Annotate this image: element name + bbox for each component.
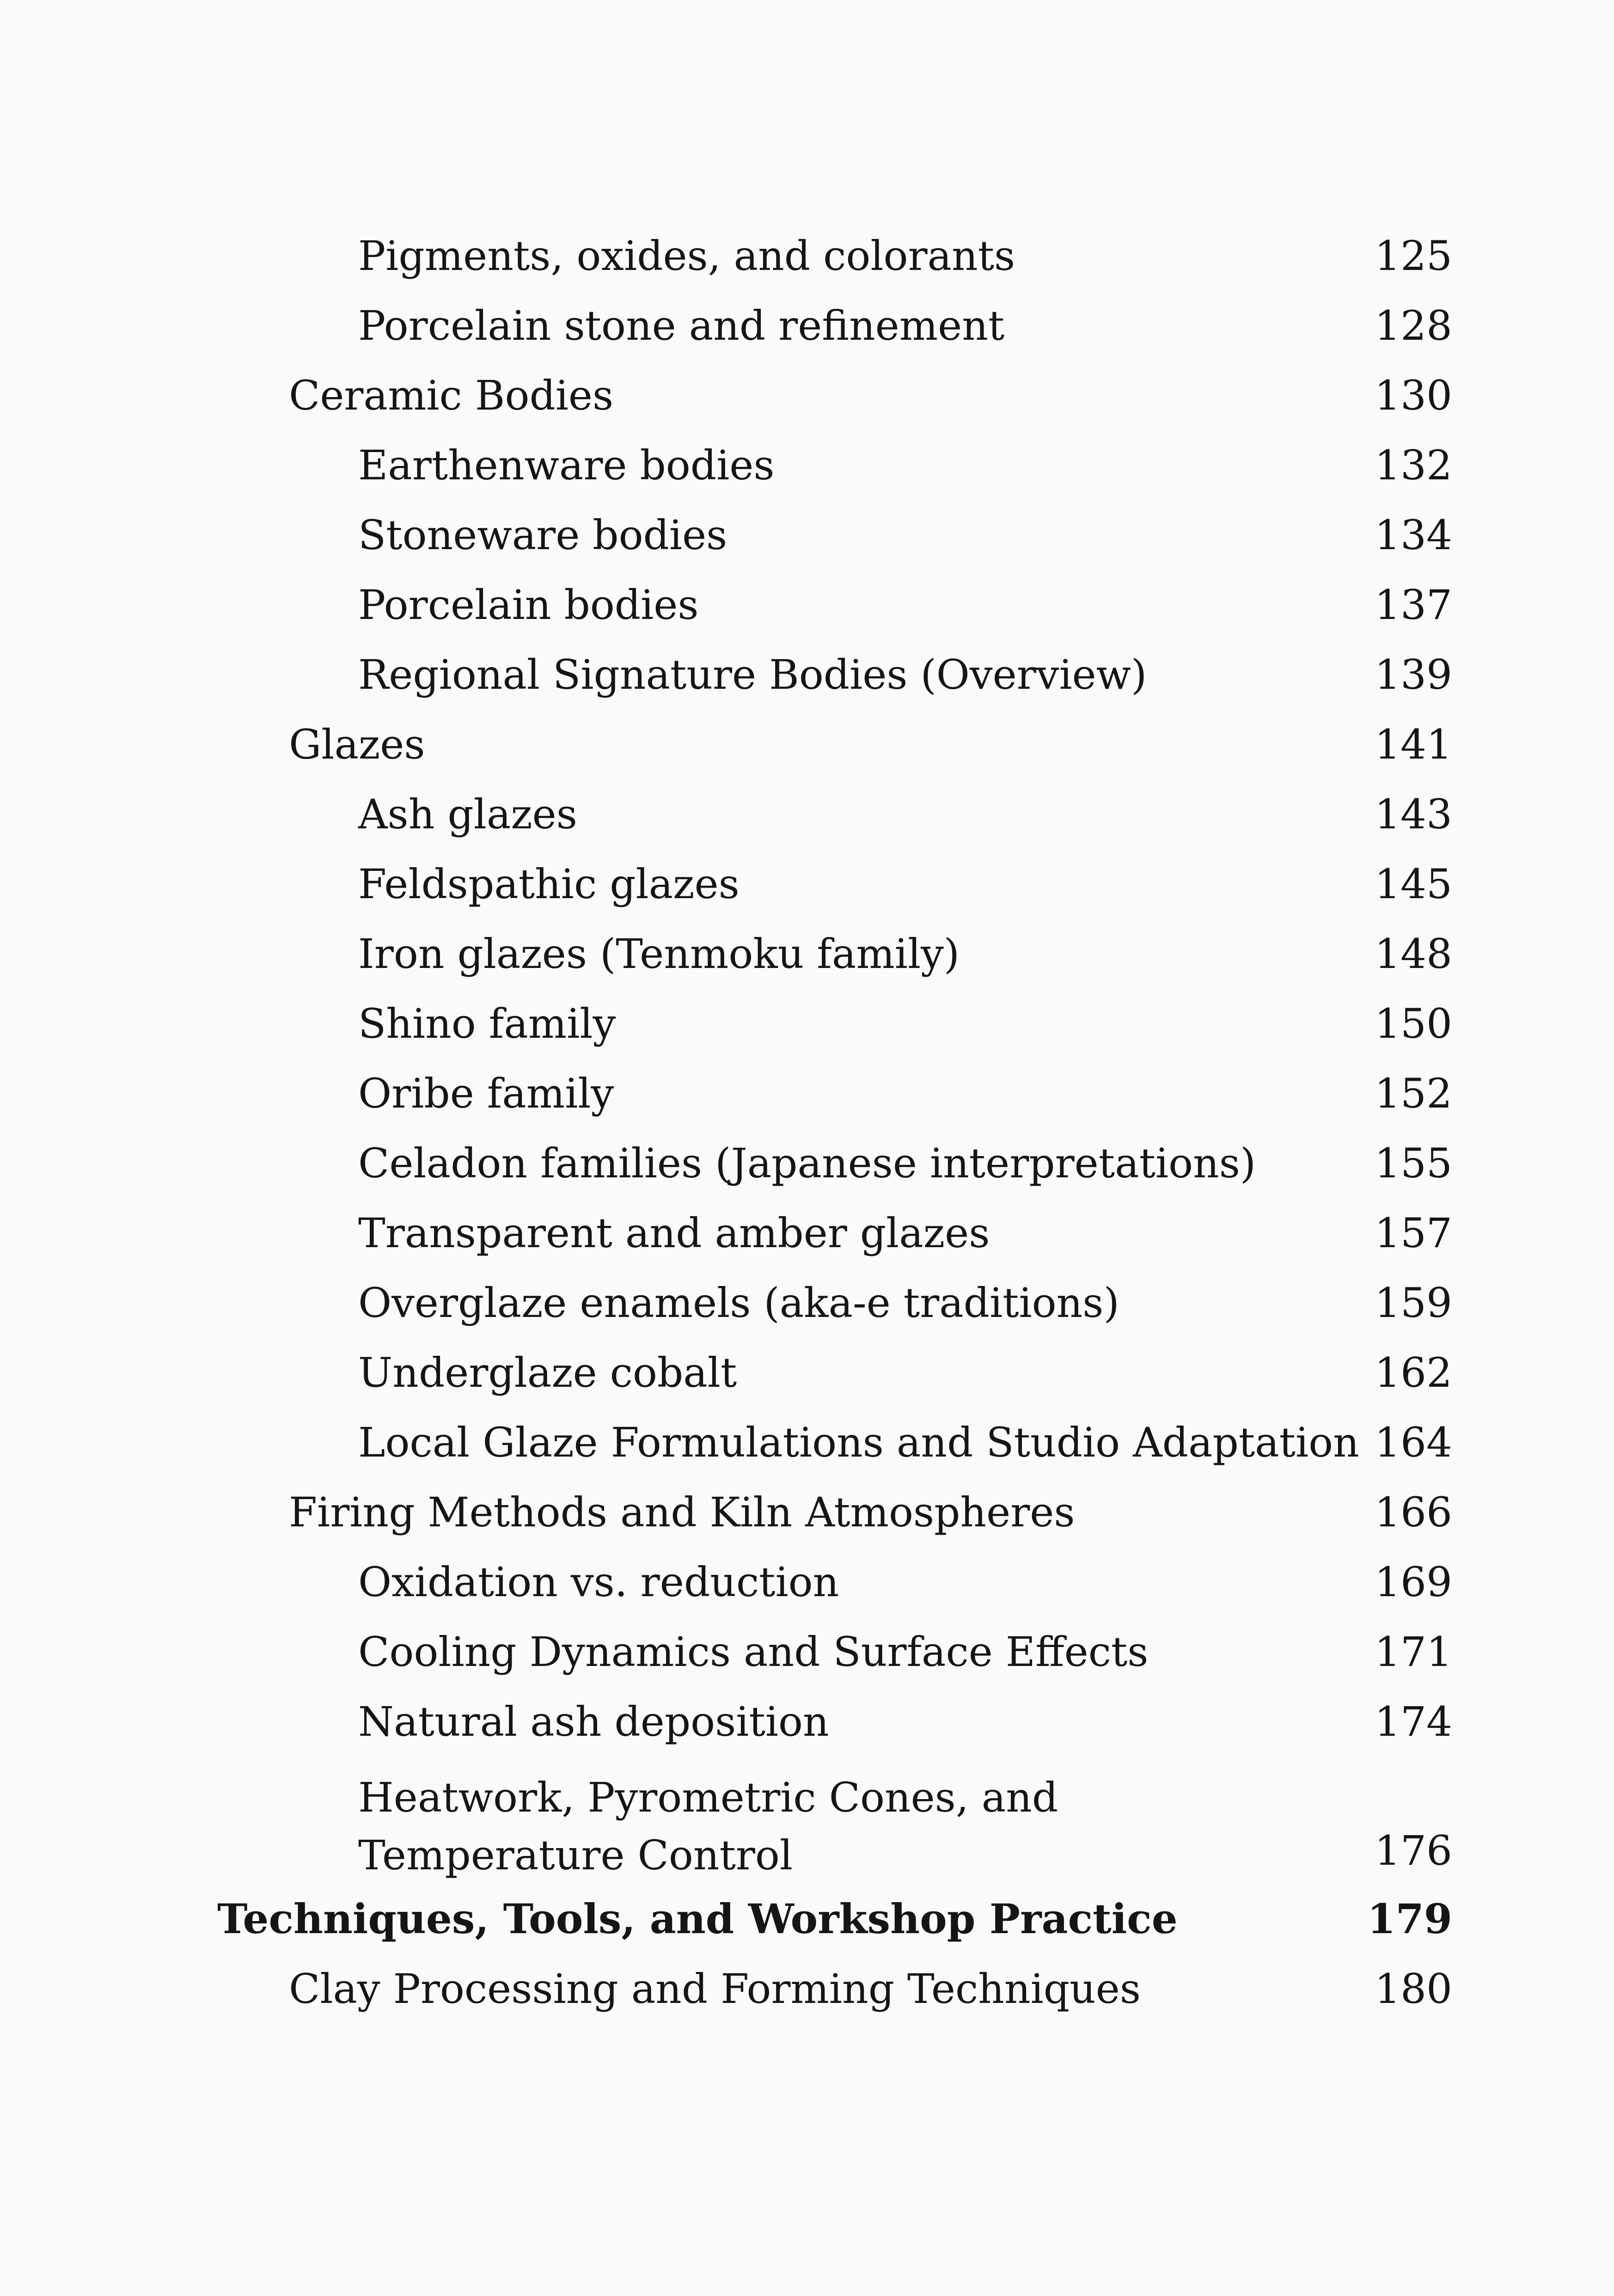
- toc-entry-title: Underglaze cobalt: [358, 1349, 737, 1396]
- toc-entry-title: Feldspathic glazes: [358, 860, 740, 908]
- toc-entry[interactable]: [217, 1198, 1452, 1268]
- toc-entry[interactable]: [217, 570, 1452, 640]
- toc-entry-page: 155: [1375, 1139, 1452, 1187]
- toc-entry[interactable]: [217, 430, 1452, 500]
- toc-entry-title: Ceramic Bodies: [289, 372, 614, 419]
- toc-entry[interactable]: [217, 1687, 1452, 1757]
- toc-entry[interactable]: [217, 1477, 1452, 1547]
- toc-entry-page: 166: [1375, 1488, 1452, 1536]
- toc-entry[interactable]: [217, 919, 1452, 989]
- toc-entry-page: 164: [1375, 1419, 1452, 1466]
- toc-entry-page: 137: [1375, 581, 1452, 629]
- toc-entry[interactable]: [217, 361, 1452, 430]
- toc-entry[interactable]: [217, 1268, 1452, 1338]
- toc-entry-page: 141: [1375, 721, 1452, 768]
- toc-entry-page: 128: [1375, 302, 1452, 349]
- toc-entry[interactable]: [217, 779, 1452, 849]
- toc-entry[interactable]: [217, 1059, 1452, 1128]
- toc-entry-page: 143: [1375, 790, 1452, 838]
- toc-entry-page: 179: [1367, 1895, 1452, 1943]
- toc-entry[interactable]: [217, 1338, 1452, 1408]
- toc-entry-title: Regional Signature Bodies (Overview): [358, 651, 1147, 698]
- toc-entry-title: Stoneware bodies: [358, 511, 728, 559]
- toc-entry-page: 125: [1375, 232, 1452, 280]
- toc-entry-title: Firing Methods and Kiln Atmospheres: [289, 1488, 1075, 1536]
- toc-entry-page: 174: [1375, 1698, 1452, 1745]
- toc-entry-page: 176: [1375, 1827, 1452, 1874]
- toc-entry[interactable]: [217, 1757, 1452, 1884]
- toc-entry-page: 134: [1375, 511, 1452, 559]
- toc-entry[interactable]: [217, 1954, 1452, 2024]
- toc-entry-page: 157: [1375, 1209, 1452, 1257]
- toc-entry-title: Overglaze enamels (aka-e traditions): [358, 1279, 1119, 1327]
- toc-entry-title: Celadon families (Japanese interpretations): [358, 1139, 1256, 1187]
- toc-entry-page: 148: [1375, 930, 1452, 978]
- toc-entry[interactable]: [217, 1547, 1452, 1617]
- toc-entry-title: Shino family: [358, 1000, 616, 1047]
- toc-entry-title: Iron glazes (Tenmoku family): [358, 930, 960, 978]
- toc-entry-page: 150: [1375, 1000, 1452, 1047]
- toc-entry[interactable]: [217, 291, 1452, 361]
- toc-entry-title: Oribe family: [358, 1070, 614, 1117]
- toc-entry-title: Local Glaze Formulations and Studio Adaptation: [358, 1419, 1359, 1466]
- toc-entry-page: 145: [1375, 860, 1452, 908]
- toc-entry[interactable]: [217, 221, 1452, 291]
- toc-entry-title: Porcelain stone and refinement: [358, 302, 1005, 349]
- toc-entry-title: Techniques, Tools, and Workshop Practice: [217, 1895, 1178, 1943]
- toc-entry-title: Cooling Dynamics and Surface Effects: [358, 1628, 1149, 1676]
- toc-entry-page: 132: [1375, 441, 1452, 489]
- toc-entry-title: Earthenware bodies: [358, 441, 775, 489]
- toc-entry-title: Heatwork, Pyrometric Cones, and Temperature Control: [358, 1774, 1058, 1879]
- table-of-contents: [217, 221, 1452, 2024]
- toc-entry-title: Glazes: [289, 721, 425, 768]
- toc-entry[interactable]: [217, 710, 1452, 779]
- toc-entry-page: 130: [1375, 372, 1452, 419]
- toc-entry-title: Pigments, oxides, and colorants: [358, 232, 1015, 280]
- toc-entry-title: Oxidation vs. reduction: [358, 1558, 839, 1606]
- toc-entry[interactable]: [217, 1617, 1452, 1687]
- toc-entry-title: Natural ash deposition: [358, 1698, 829, 1745]
- toc-part-entry[interactable]: [217, 1884, 1452, 1954]
- toc-entry[interactable]: [217, 989, 1452, 1059]
- toc-entry-page: 169: [1375, 1558, 1452, 1606]
- toc-entry-page: 180: [1375, 1965, 1452, 2013]
- toc-entry-title: Transparent and amber glazes: [358, 1209, 990, 1257]
- toc-entry-page: 139: [1375, 651, 1452, 698]
- toc-entry-page: 162: [1375, 1349, 1452, 1396]
- toc-entry[interactable]: [217, 849, 1452, 919]
- toc-entry-title: Clay Processing and Forming Techniques: [289, 1965, 1141, 2013]
- toc-entry-page: 152: [1375, 1070, 1452, 1117]
- toc-entry-page: 171: [1375, 1628, 1452, 1676]
- toc-entry[interactable]: [217, 1128, 1452, 1198]
- toc-entry-page: 159: [1375, 1279, 1452, 1327]
- toc-entry-title: Ash glazes: [358, 790, 577, 838]
- toc-entry-title: Porcelain bodies: [358, 581, 699, 629]
- toc-entry[interactable]: [217, 640, 1452, 710]
- toc-entry[interactable]: [217, 1408, 1452, 1477]
- toc-entry[interactable]: [217, 500, 1452, 570]
